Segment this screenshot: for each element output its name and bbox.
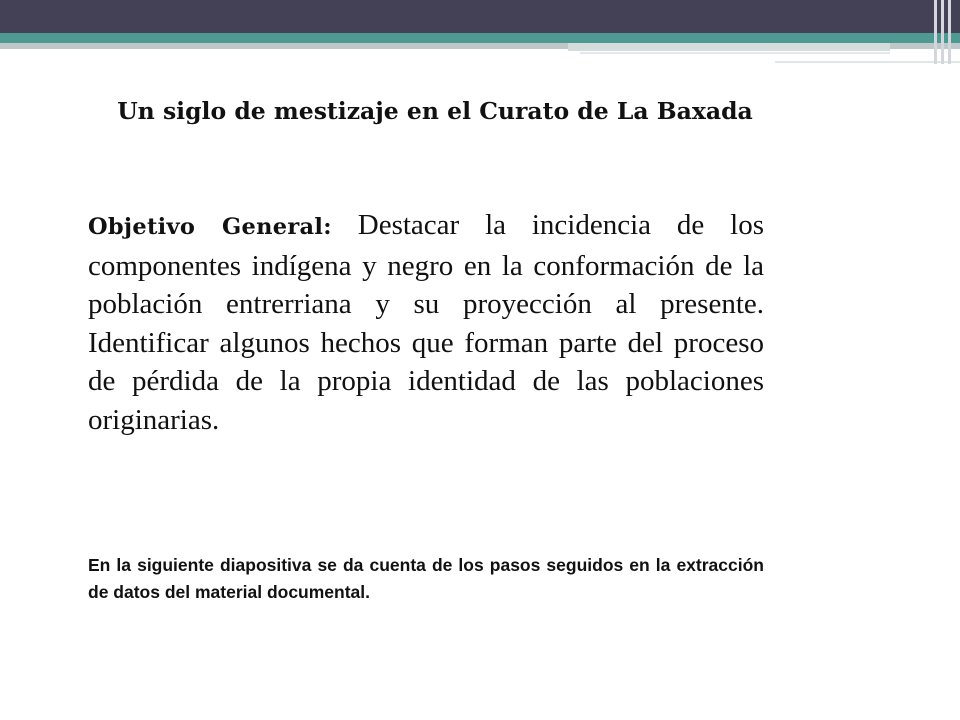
vertical-line — [948, 0, 951, 64]
accent-band — [0, 33, 960, 43]
vertical-line — [934, 0, 937, 64]
objective-text: Destacar la incidencia de los componentes indígena y negro en la conformación de la población entrerriana y su proyección al presente. Identificar algunos hechos que forman parte del proceso de pérdida de la propia identidad de las poblaciones originarias. — [88, 209, 765, 436]
objective-label: Objetivo General: — [88, 214, 332, 240]
vertical-line — [941, 0, 944, 64]
decorative-vertical-lines — [928, 0, 960, 64]
header-bar — [0, 0, 960, 33]
next-slide-note: En la siguiente diapositiva se da cuenta de los pasos seguidos en la extracción de datos del material documental. — [88, 555, 764, 602]
decorative-strip — [568, 43, 890, 51]
decorative-strip-thin — [580, 52, 890, 54]
objective-paragraph — [88, 206, 764, 439]
slide-title: Un siglo de mestizaje en el Curato de La Baxada — [117, 97, 753, 125]
